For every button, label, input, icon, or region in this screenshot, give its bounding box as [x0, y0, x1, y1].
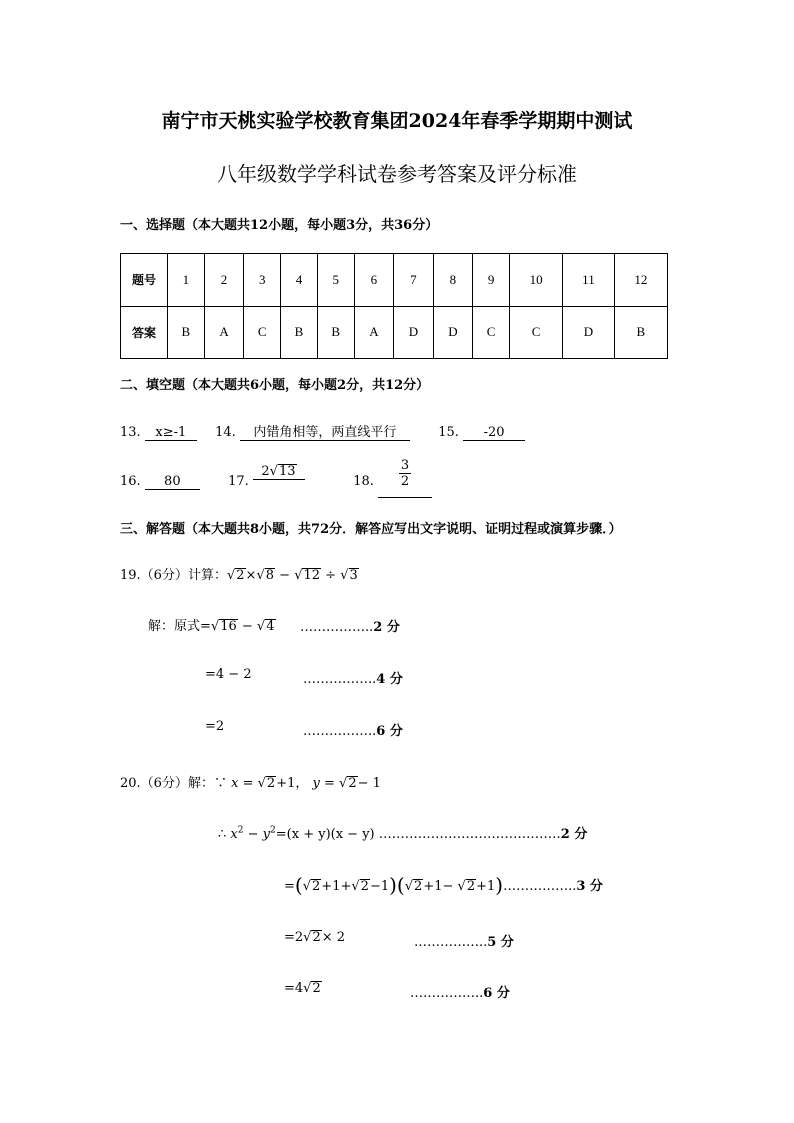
table-cell: 6: [354, 254, 394, 307]
table-cell: 1: [168, 254, 205, 307]
document-subtitle: 八年级数学学科试卷参考答案及评分标准: [217, 162, 577, 186]
table-cell: 12: [614, 254, 667, 307]
score-mark: 2 分: [560, 827, 588, 842]
therefore-symbol: ∴: [218, 827, 227, 842]
section3-heading: 三、解答题（本大题共8小题，共72分．解答应写出文字说明、证明过程或演算步骤．）: [120, 522, 622, 537]
table-cell: D: [433, 306, 473, 359]
q20-question: 20.（6分）解：∵ x = √2+1， y = √2− 1: [120, 776, 381, 791]
score-mark: 6 分: [483, 986, 510, 1001]
section2-heading: 二、填空题（本大题共6小题，每小题2分，共12分）: [120, 378, 430, 393]
var-y: y: [312, 776, 320, 791]
leader-dots: ……………..: [303, 724, 377, 739]
q17-answer: 2√13: [253, 464, 305, 480]
q19-label: 19.（6分）计算：: [120, 568, 227, 583]
q18-answer: [378, 458, 432, 498]
q17-number: 17.: [228, 474, 249, 489]
table-cell: 2: [204, 254, 244, 307]
q20-step-2: =(√2+1+√2−1)(√2+1− √2+1)……………..3 分: [284, 873, 603, 897]
table-cell: D: [394, 306, 434, 359]
q14-number: 14.: [215, 425, 236, 440]
expr-part: =2: [284, 930, 304, 945]
leader-dots: ……………..: [300, 620, 374, 635]
q15-number: 15.: [438, 425, 459, 440]
q16-number: 16.: [120, 474, 141, 489]
expr-part: =4: [284, 981, 304, 996]
score-mark: 2 分: [373, 620, 400, 635]
leader-dots: ……………..: [414, 935, 488, 950]
q17-coef: 2: [261, 464, 270, 479]
answer-table: [120, 253, 668, 359]
fill-answer-row-2: [120, 458, 432, 498]
table-row-answers: [121, 306, 668, 359]
q20-mark-4: [410, 982, 510, 1001]
table-cell: 9: [473, 254, 510, 307]
table-cell: 11: [563, 254, 614, 307]
var-x: x: [231, 776, 239, 791]
score-mark: 6 分: [376, 724, 403, 739]
radicand: 2: [236, 568, 245, 583]
q19-mark-2: [303, 668, 403, 687]
leader-dots: ……………..: [303, 672, 377, 687]
q19-step-1: 解：原式=√16 − √4: [148, 619, 275, 634]
q20-mark-3: [414, 931, 514, 950]
eq-tail: − 1: [357, 776, 381, 791]
q16-answer: 80: [145, 474, 200, 490]
row-label-answer: 答案: [121, 306, 168, 359]
table-cell: 10: [509, 254, 562, 307]
document-title: 南宁市天桃实验学校教育集团2024年春季学期期中测试: [161, 110, 633, 132]
q19-step-2: =4 − 2: [205, 667, 252, 682]
table-row-numbers: [121, 254, 668, 307]
q20-step-1: ∴ $x^2 - y^2=(x + y)(x - y)$ ……………………………………2 分: [218, 825, 588, 842]
section1-heading: 一、选择题（本大题共12小题，每小题3分，共36分）: [120, 218, 439, 233]
q19-mark-1: [300, 616, 400, 635]
leader-dots: ……………..: [410, 986, 484, 1001]
table-cell: B: [614, 306, 667, 359]
table-cell: 8: [433, 254, 473, 307]
table-cell: B: [168, 306, 205, 359]
table-cell: 7: [394, 254, 434, 307]
table-cell: 4: [281, 254, 318, 307]
table-cell: 5: [317, 254, 354, 307]
leader-dots: ……………..: [503, 879, 577, 894]
score-mark: 5 分: [487, 935, 514, 950]
table-cell: B: [317, 306, 354, 359]
row-label-number: 题号: [121, 254, 168, 307]
q19-mark-3: [303, 720, 403, 739]
operator: −: [237, 619, 257, 634]
operator: −: [275, 568, 295, 583]
factored-form: =(x + y)(x − y): [275, 827, 375, 842]
score-mark: 3 分: [576, 879, 603, 894]
table-cell: B: [281, 306, 318, 359]
solution-prefix: 解：原式=: [148, 619, 211, 634]
table-cell: D: [563, 306, 614, 359]
fill-answer-row-1: [120, 425, 525, 441]
q18-denominator: 2: [400, 474, 410, 489]
because-symbol: ∵: [213, 776, 227, 791]
expr-part: × 2: [321, 930, 346, 945]
radicand: 16: [220, 619, 237, 634]
q17-radicand: 13: [278, 464, 296, 479]
operator: ×: [245, 568, 257, 583]
radicand: 4: [266, 619, 275, 634]
table-cell: C: [473, 306, 510, 359]
q20-step-3: =2√2× 2: [284, 930, 346, 945]
leader-dots: ……………………………………: [378, 827, 561, 842]
q14-answer: 内错角相等，两直线平行: [240, 425, 410, 441]
q20-step-4: =4√2: [284, 981, 321, 996]
table-cell: A: [204, 306, 244, 359]
q20-label: 20.（6分）解：: [120, 776, 214, 791]
radicand: 12: [303, 568, 321, 583]
eq-tail: +1，: [276, 776, 309, 791]
q13-answer: x≥-1: [145, 425, 197, 441]
radicand: 3: [349, 568, 358, 583]
q18-number: 18.: [353, 474, 374, 489]
table-cell: C: [509, 306, 562, 359]
table-cell: 3: [244, 254, 281, 307]
q15-answer: -20: [463, 425, 525, 441]
table-cell: A: [354, 306, 394, 359]
q18-numerator: 3: [400, 458, 410, 473]
q19-question: 19.（6分）计算：√2×√8 − √12 ÷ √3: [120, 568, 358, 583]
radicand: 8: [265, 568, 275, 583]
q13-number: 13.: [120, 425, 141, 440]
operator: ÷: [321, 568, 341, 583]
table-cell: C: [244, 306, 281, 359]
score-mark: 4 分: [376, 672, 403, 687]
q19-step-3: =2: [205, 719, 225, 734]
